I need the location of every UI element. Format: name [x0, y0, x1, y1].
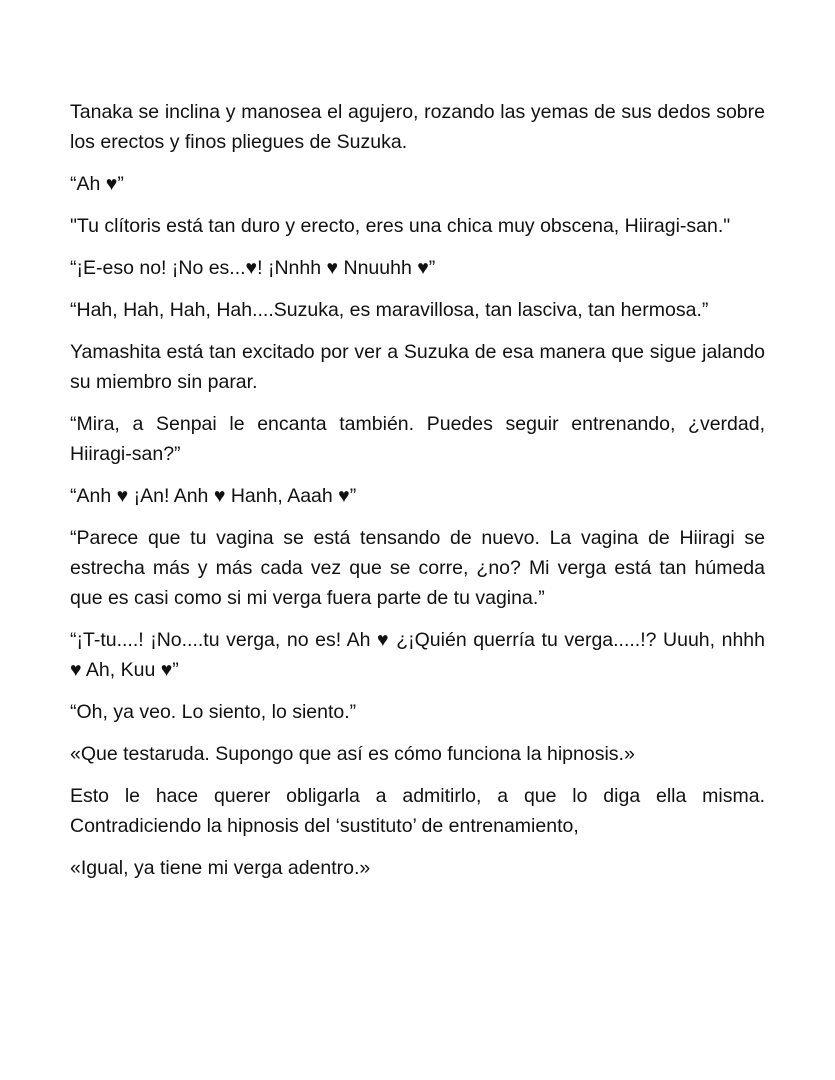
narration-paragraph: Esto le hace querer obligarla a admitirlo, a que lo diga ella misma. Contradiciendo la hipnosis del ‘sustituto’ de entrenamiento, — [70, 785, 765, 837]
dialogue-line: “¡E-eso no! ¡No es...♥! ¡Nnhh ♥ Nnuuhh ♥” — [70, 257, 436, 279]
document-page — [70, 97, 765, 895]
dialogue-line: “Parece que tu vagina se está tensando de nuevo. La vagina de Hiiragi se estrecha más y más cada vez que se corre, ¿no? Mi verga está tan húmeda que es casi como si mi verga fuera parte de tu vagina.” — [70, 527, 765, 609]
dialogue-line: “¡T-tu....! ¡No....tu verga, no es! Ah ♥ ¿¡Quién querría tu verga.....!? Uuuh, nhhh ♥ Ah, Kuu ♥” — [70, 629, 765, 681]
narration-paragraph: Tanaka se inclina y manosea el agujero, rozando las yemas de sus dedos sobre los erectos y finos pliegues de Suzuka. — [70, 101, 765, 153]
dialogue-line: “Oh, ya veo. Lo siento, lo siento.” — [70, 701, 357, 723]
thought-line: «Igual, ya tiene mi verga adentro.» — [70, 857, 371, 879]
narration-paragraph: Yamashita está tan excitado por ver a Suzuka de esa manera que sigue jalando su miembro sin parar. — [70, 341, 765, 393]
dialogue-line: “Mira, a Senpai le encanta también. Puedes seguir entrenando, ¿verdad, Hiiragi-san?” — [70, 413, 765, 465]
dialogue-line: “Hah, Hah, Hah, Hah....Suzuka, es maravillosa, tan lasciva, tan hermosa.” — [70, 299, 709, 321]
thought-line: «Que testaruda. Supongo que así es cómo funciona la hipnosis.» — [70, 743, 635, 765]
dialogue-line: “Ah ♥” — [70, 173, 124, 195]
dialogue-line: “Anh ♥ ¡An! Anh ♥ Hanh, Aaah ♥” — [70, 485, 357, 507]
dialogue-line: "Tu clítoris está tan duro y erecto, eres una chica muy obscena, Hiiragi-san." — [70, 215, 731, 237]
